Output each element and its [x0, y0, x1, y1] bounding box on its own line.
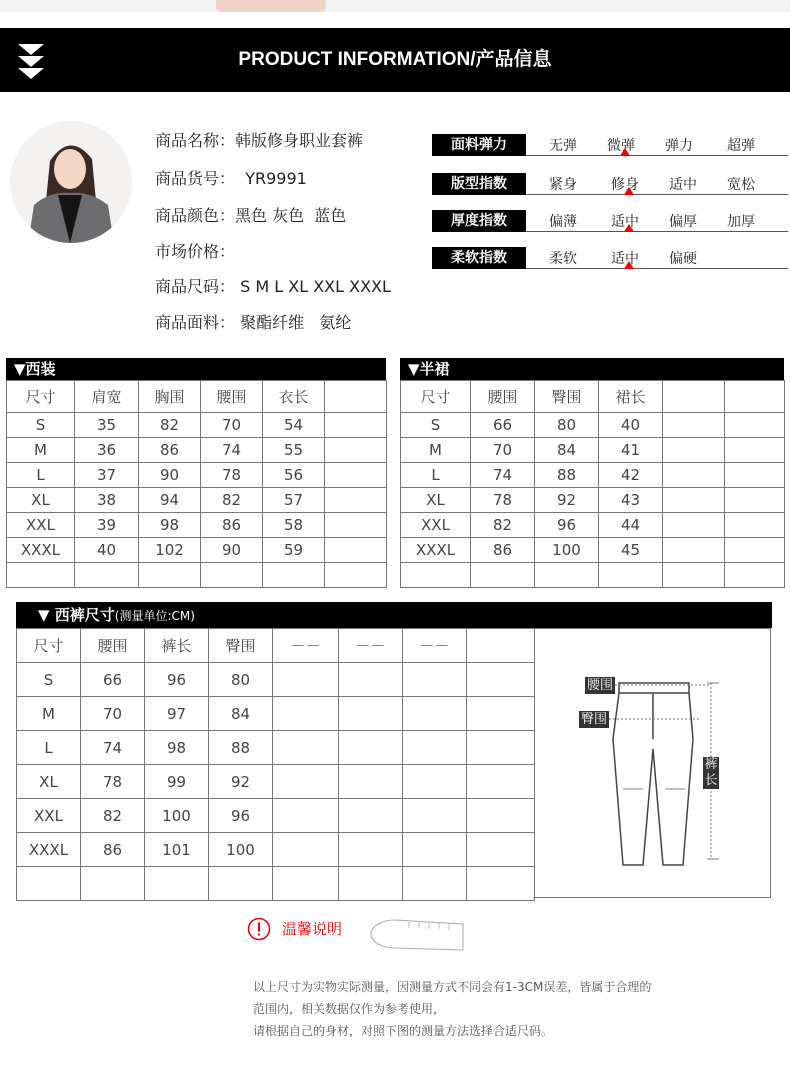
table-row [17, 799, 535, 833]
table-cell: L [401, 463, 471, 488]
table-cell: 92 [209, 765, 273, 799]
table-cell [339, 833, 403, 867]
index-divider [526, 268, 788, 269]
table-cell: 82 [81, 799, 145, 833]
table-cell: 54 [263, 413, 325, 438]
table-cell: XL [7, 488, 75, 513]
table-cell: 88 [535, 463, 599, 488]
table-cell: 92 [535, 488, 599, 513]
table-cell [403, 731, 467, 765]
index-option: 修身 [611, 177, 639, 193]
table-cell: XXXL [401, 538, 471, 563]
table-cell: 90 [201, 538, 263, 563]
table-cell: 66 [471, 413, 535, 438]
table-cell: 96 [145, 663, 209, 697]
table-cell: 100 [145, 799, 209, 833]
table-row [7, 413, 387, 438]
table-cell [403, 867, 467, 901]
index-option: 柔软 [549, 251, 577, 267]
measurement-figure-panel [533, 628, 771, 898]
table-cell: 36 [75, 438, 139, 463]
table-cell: M [401, 438, 471, 463]
table-cell: 100 [535, 538, 599, 563]
table-cell [339, 663, 403, 697]
table-cell: 90 [139, 463, 201, 488]
suit-size-table [6, 380, 387, 588]
table-cell: XXL [7, 513, 75, 538]
table-cell [725, 413, 785, 438]
table-header-row [7, 381, 387, 413]
table-cell [663, 488, 725, 513]
header-cell [467, 629, 535, 663]
table-row [401, 488, 785, 513]
table-cell: 45 [599, 538, 663, 563]
table-cell: 57 [263, 488, 325, 513]
table-cell: 98 [139, 513, 201, 538]
unit-note: (测量单位:CM) [114, 609, 195, 623]
table-cell: 100 [209, 833, 273, 867]
table-cell: XL [17, 765, 81, 799]
table-row [401, 413, 785, 438]
table-cell: 82 [139, 413, 201, 438]
table-cell [273, 697, 339, 731]
table-cell: 74 [201, 438, 263, 463]
table-cell: 82 [201, 488, 263, 513]
table-cell [273, 799, 339, 833]
table-cell: XXL [17, 799, 81, 833]
table-cell [325, 563, 387, 588]
table-cell: 86 [139, 438, 201, 463]
table-cell: 80 [209, 663, 273, 697]
table-cell: XXXL [17, 833, 81, 867]
skirt-table-title: ▼半裙 [400, 358, 784, 380]
header-cell [725, 381, 785, 413]
table-cell: XXXL [7, 538, 75, 563]
table-cell [663, 438, 725, 463]
table-cell: L [17, 731, 81, 765]
table-cell: 74 [81, 731, 145, 765]
header-cell: 臀围 [535, 381, 599, 413]
header-cell: 裙长 [599, 381, 663, 413]
table-cell: XXL [401, 513, 471, 538]
pants-diagram [533, 629, 771, 899]
table-cell: 97 [145, 697, 209, 731]
table-cell: 102 [139, 538, 201, 563]
table-cell [401, 563, 471, 588]
length-label: 裤长 [704, 757, 718, 788]
header-cell: －－ [273, 629, 339, 663]
table-cell [325, 438, 387, 463]
index-option: 超弹 [727, 138, 755, 154]
table-cell: 88 [209, 731, 273, 765]
table-row [401, 463, 785, 488]
table-cell: S [17, 663, 81, 697]
table-cell: 94 [139, 488, 201, 513]
table-cell: S [401, 413, 471, 438]
table-cell [81, 867, 145, 901]
table-cell: 55 [263, 438, 325, 463]
header-cell: 尺寸 [401, 381, 471, 413]
table-cell [273, 833, 339, 867]
index-label: 面料弹力 [432, 134, 526, 156]
warning-icon [247, 917, 271, 941]
table-cell [725, 513, 785, 538]
index-divider [526, 231, 788, 232]
table-cell: 56 [263, 463, 325, 488]
table-cell [7, 563, 75, 588]
table-row [401, 438, 785, 463]
table-cell: 41 [599, 438, 663, 463]
table-cell: 70 [471, 438, 535, 463]
table-row [7, 563, 387, 588]
header-cell: 腰围 [471, 381, 535, 413]
notice-text [253, 976, 773, 1042]
table-cell [325, 413, 387, 438]
table-cell: 98 [145, 731, 209, 765]
info-color: 商品颜色：黑色 灰色 蓝色 [155, 206, 347, 225]
index-option: 偏硬 [669, 251, 697, 267]
header-cell: 尺寸 [7, 381, 75, 413]
table-cell [599, 563, 663, 588]
table-cell [725, 538, 785, 563]
table-cell [467, 833, 535, 867]
table-row [401, 513, 785, 538]
waist-label: 腰围 [587, 678, 614, 693]
selected-marker-icon [624, 261, 634, 269]
table-cell [201, 563, 263, 588]
table-row [401, 538, 785, 563]
table-cell [663, 413, 725, 438]
table-row [7, 538, 387, 563]
table-cell: 84 [535, 438, 599, 463]
header-cell [663, 381, 725, 413]
table-cell: 59 [263, 538, 325, 563]
table-cell [209, 867, 273, 901]
index-option: 宽松 [727, 177, 755, 193]
skirt-size-table [400, 380, 785, 588]
selected-marker-icon [624, 187, 634, 195]
table-cell [339, 697, 403, 731]
table-cell: 86 [471, 538, 535, 563]
table-cell: 86 [81, 833, 145, 867]
index-label: 柔软指数 [432, 247, 526, 269]
notice-line: 以上尺寸为实物实际测量，因测量方式不同会有1-3CM误差，皆属于合理的 [253, 980, 652, 994]
table-cell: 38 [75, 488, 139, 513]
table-cell: 40 [75, 538, 139, 563]
table-cell [725, 438, 785, 463]
top-image-strip [0, 0, 790, 12]
tape-measure-icon [365, 910, 469, 958]
selected-marker-icon [624, 224, 634, 232]
table-cell: 35 [75, 413, 139, 438]
suit-table-title: ▼西装 [6, 358, 386, 380]
table-cell [467, 765, 535, 799]
table-cell [403, 833, 467, 867]
header-cell: 腰围 [201, 381, 263, 413]
info-price: 市场价格： [155, 242, 236, 261]
table-cell [725, 463, 785, 488]
index-divider [526, 194, 788, 195]
info-fabric: 商品面料： 聚酯纤维 氨纶 [155, 313, 352, 332]
table-cell [467, 731, 535, 765]
table-row [17, 833, 535, 867]
table-cell [467, 867, 535, 901]
table-cell [325, 513, 387, 538]
index-divider [526, 155, 788, 156]
table-cell [75, 563, 139, 588]
header-cell: 尺寸 [17, 629, 81, 663]
table-cell: XL [401, 488, 471, 513]
table-row [17, 697, 535, 731]
table-cell: 42 [599, 463, 663, 488]
table-cell [663, 563, 725, 588]
table-cell [273, 765, 339, 799]
table-cell [663, 463, 725, 488]
index-option: 适中 [611, 214, 639, 230]
table-cell: 101 [145, 833, 209, 867]
index-option: 微弹 [607, 138, 635, 154]
info-sku: 商品货号： YR9991 [155, 169, 307, 188]
table-header-row [401, 381, 785, 413]
table-row [17, 731, 535, 765]
pants-table-title: ▼ 西裤尺寸(测量单位:CM) [16, 602, 772, 628]
table-row [7, 488, 387, 513]
header-cell: 衣长 [263, 381, 325, 413]
table-cell: 96 [535, 513, 599, 538]
table-cell [403, 663, 467, 697]
section-header [0, 28, 790, 92]
table-cell [325, 463, 387, 488]
table-cell: L [7, 463, 75, 488]
table-row [7, 438, 387, 463]
table-cell [145, 867, 209, 901]
model-avatar [10, 121, 132, 243]
table-cell: M [7, 438, 75, 463]
table-row [17, 663, 535, 697]
info-size: 商品尺码： S M L XL XXL XXXL [155, 277, 391, 296]
table-cell [273, 731, 339, 765]
header-cell: 肩宽 [75, 381, 139, 413]
table-cell: S [7, 413, 75, 438]
table-cell: 99 [145, 765, 209, 799]
section-title: PRODUCT INFORMATION/产品信息 [238, 49, 552, 70]
table-cell [471, 563, 535, 588]
table-cell: 70 [81, 697, 145, 731]
table-cell [467, 663, 535, 697]
table-cell: 78 [201, 463, 263, 488]
table-cell: 37 [75, 463, 139, 488]
table-cell [339, 799, 403, 833]
index-option: 加厚 [727, 214, 755, 230]
table-cell: 58 [263, 513, 325, 538]
index-label: 厚度指数 [432, 210, 526, 232]
table-cell: 80 [535, 413, 599, 438]
table-cell: 66 [81, 663, 145, 697]
table-cell [263, 563, 325, 588]
table-cell [467, 799, 535, 833]
header-cell: －－ [339, 629, 403, 663]
index-option: 无弹 [549, 138, 577, 154]
table-row [17, 765, 535, 799]
index-option: 适中 [669, 177, 697, 193]
table-cell [339, 731, 403, 765]
table-cell [663, 538, 725, 563]
table-cell [725, 488, 785, 513]
table-cell [273, 867, 339, 901]
header-cell: －－ [403, 629, 467, 663]
table-row [7, 463, 387, 488]
table-cell: 39 [75, 513, 139, 538]
table-cell: 96 [209, 799, 273, 833]
table-cell: 78 [81, 765, 145, 799]
table-cell [339, 765, 403, 799]
table-row [7, 513, 387, 538]
index-option: 适中 [611, 251, 639, 267]
index-option: 紧身 [549, 177, 577, 193]
table-cell [17, 867, 81, 901]
table-cell [663, 513, 725, 538]
table-cell: 86 [201, 513, 263, 538]
table-cell: M [17, 697, 81, 731]
notice-line: 请根据自己的身材，对照下图的测量方法选择合适尺码。 [253, 1024, 554, 1038]
table-cell [339, 867, 403, 901]
table-cell [325, 538, 387, 563]
table-cell: 84 [209, 697, 273, 731]
table-cell [325, 488, 387, 513]
header-cell: 臀围 [209, 629, 273, 663]
index-option: 偏厚 [669, 214, 697, 230]
table-cell: 82 [471, 513, 535, 538]
table-cell: 44 [599, 513, 663, 538]
notice-line: 范围内，相关数据仅作为参考使用， [253, 1002, 446, 1016]
info-name: 商品名称：韩版修身职业套裤 [155, 131, 364, 150]
index-label: 版型指数 [432, 173, 526, 195]
table-cell: 74 [471, 463, 535, 488]
header-cell [325, 381, 387, 413]
table-row [401, 563, 785, 588]
notice-title: 温馨说明 [282, 920, 343, 938]
index-option: 弹力 [665, 138, 693, 154]
table-cell: 78 [471, 488, 535, 513]
table-cell [403, 765, 467, 799]
hip-label: 臀围 [581, 712, 608, 727]
table-header-row [17, 629, 535, 663]
table-cell [535, 563, 599, 588]
header-cell: 腰围 [81, 629, 145, 663]
pants-size-table [16, 628, 535, 901]
table-cell [139, 563, 201, 588]
table-cell [467, 697, 535, 731]
table-cell: 43 [599, 488, 663, 513]
index-option: 偏薄 [549, 214, 577, 230]
table-cell [403, 799, 467, 833]
table-cell [273, 663, 339, 697]
table-cell: 70 [201, 413, 263, 438]
table-row [17, 867, 535, 901]
header-cell: 裤长 [145, 629, 209, 663]
table-cell [403, 697, 467, 731]
header-cell: 胸围 [139, 381, 201, 413]
selected-marker-icon [620, 148, 630, 156]
table-cell: 40 [599, 413, 663, 438]
table-cell [725, 563, 785, 588]
